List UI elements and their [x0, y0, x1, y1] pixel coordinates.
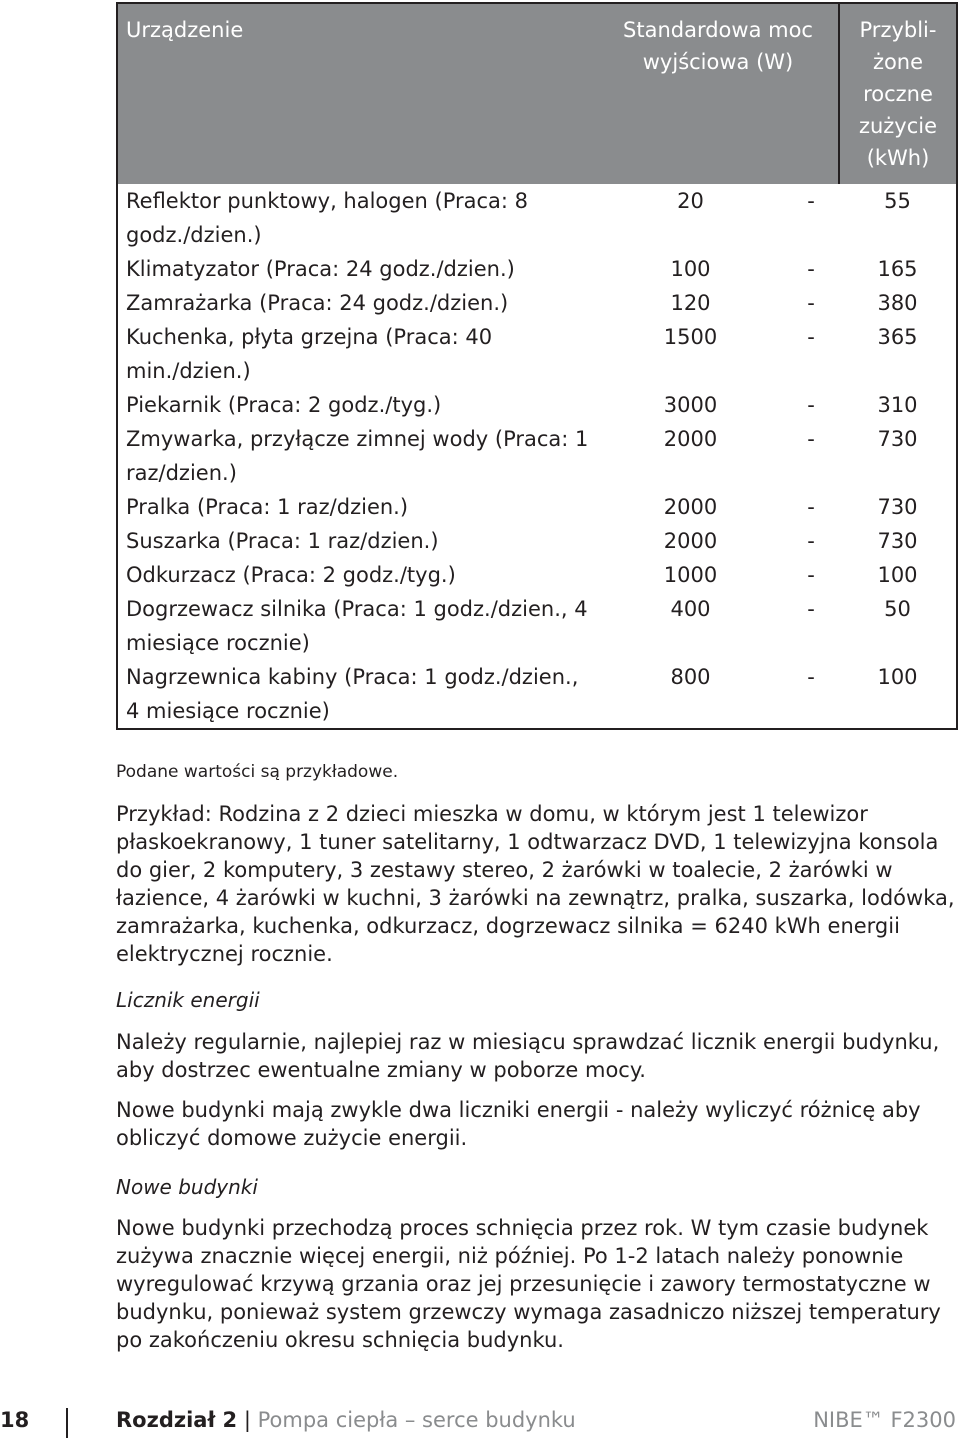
consumption-cell: 55	[884, 189, 911, 213]
consumption-cell: 365	[877, 325, 918, 349]
table-row	[117, 558, 957, 592]
table-row	[117, 388, 957, 422]
device-cell: Odkurzacz (Praca: 2 godz./tyg.)	[126, 563, 456, 587]
device-cell: Piekarnik (Praca: 2 godz./tyg.)	[126, 393, 442, 417]
device-cell: Dogrzewacz silnika (Praca: 1 godz./dzien., 4 miesiące rocznie)	[126, 597, 588, 655]
energy-meter-paragraph-1	[116, 1028, 958, 1084]
chapter-label: Rozdział 2	[116, 1408, 238, 1432]
table-row	[117, 422, 957, 490]
table-row	[117, 524, 957, 558]
table-row	[117, 184, 957, 252]
dash-cell: -	[807, 597, 815, 621]
consumption-cell: 730	[877, 495, 918, 519]
example-text: Przykład: Rodzina z 2 dzieci mieszka w domu, w którym jest 1 telewizor płaskoekranowy, 1 tuner satelitarny, 1 odtwarzacz DVD, 1 telewizyjna konsola do gier, 2 komputery, 3 zestawy stereo, 2 żarówki w toalecie, 2 żarówki w łazience, 4 żarówki w kuchni, 3 żarówki na zewnątrz, pralka, suszarka, lodówka, zamrażarka, kuchenka, odkurzacz, dogrzewacz silnika = 6240 kWh energii elektrycznej rocznie.	[116, 802, 955, 966]
dash-cell: -	[807, 393, 815, 417]
device-cell: Nagrzewnica kabiny (Praca: 1 godz./dzien., 4 miesiące rocznie)	[126, 665, 579, 723]
power-cell: 800	[670, 665, 711, 689]
section-heading-energy-meter: Licznik energii	[116, 988, 260, 1012]
energy-meter-text-1: Należy regularnie, najlepiej raz w miesiącu sprawdzać licznik energii budynku, aby dostrzec ewentualne zmiany w poborze mocy.	[116, 1030, 940, 1082]
power-cell: 400	[670, 597, 711, 621]
footer-divider	[66, 1408, 68, 1438]
dash-cell: -	[807, 257, 815, 281]
device-cell: Suszarka (Praca: 1 raz/dzien.)	[126, 529, 439, 553]
device-cell: Zmywarka, przyłącze zimnej wody (Praca: 1 raz/dzien.)	[126, 427, 589, 485]
dash-cell: -	[807, 529, 815, 553]
consumption-cell: 100	[877, 563, 918, 587]
device-cell: Reflektor punktowy, halogen (Praca: 8 godz./dzien.)	[126, 189, 529, 247]
header-power	[598, 3, 839, 184]
dash-cell: -	[807, 325, 815, 349]
consumption-cell: 50	[884, 597, 911, 621]
energy-meter-paragraph-2	[116, 1096, 958, 1152]
device-cell: Kuchenka, płyta grzejna (Praca: 40 min./dzien.)	[126, 325, 493, 383]
consumption-cell: 310	[877, 393, 918, 417]
dash-cell: -	[807, 495, 815, 519]
consumption-cell: 730	[877, 427, 918, 451]
footer-brand: NIBE™ F2300	[813, 1408, 956, 1432]
dash-cell: -	[807, 427, 815, 451]
power-cell: 1000	[663, 563, 718, 587]
device-cell: Klimatyzator (Praca: 24 godz./dzien.)	[126, 257, 515, 281]
example-paragraph	[116, 800, 958, 968]
header-device: Urządzenie	[117, 3, 598, 184]
power-cell: 2000	[663, 495, 718, 519]
energy-consumption-table	[116, 2, 958, 730]
consumption-cell: 165	[877, 257, 918, 281]
new-buildings-paragraph	[116, 1214, 958, 1354]
consumption-cell: 100	[877, 665, 918, 689]
table-row	[117, 592, 957, 660]
table-note: Podane wartości są przykładowe.	[116, 762, 399, 782]
power-cell: 1500	[663, 325, 718, 349]
table-row	[117, 660, 957, 729]
power-cell: 100	[670, 257, 711, 281]
table-row	[117, 286, 957, 320]
consumption-cell: 380	[877, 291, 918, 315]
dash-cell: -	[807, 665, 815, 689]
page-number: 18	[0, 1408, 30, 1432]
chapter-title: Pompa ciepła – serce budynku	[257, 1408, 576, 1432]
power-cell: 3000	[663, 393, 718, 417]
header-consumption	[839, 3, 957, 184]
table-row	[117, 490, 957, 524]
header-power-label: Standardowa moc wyjściowa (W)	[623, 18, 813, 74]
table-row	[117, 252, 957, 286]
power-cell: 2000	[663, 529, 718, 553]
dash-cell: -	[807, 563, 815, 587]
footer-chapter	[116, 1408, 576, 1432]
chapter-separator: |	[243, 1408, 258, 1432]
new-buildings-text: Nowe budynki przechodzą proces schnięcia przez rok. W tym czasie budynek zużywa znacznie więcej energii, niż później. Po 1-2 latach należy ponownie wyregulować krzywą grzania oraz jej przesunięcie i zawory termostatyczne w budynku, ponieważ system grzewczy wymaga zasadniczo niższej temperatury po zakończeniu okresu schnięcia budynku.	[116, 1216, 941, 1352]
energy-meter-text-2: Nowe budynki mają zwykle dwa liczniki energii - należy wyliczyć różnicę aby obliczyć domowe zużycie energii.	[116, 1098, 921, 1150]
table-row	[117, 320, 957, 388]
consumption-cell: 730	[877, 529, 918, 553]
power-cell: 120	[670, 291, 711, 315]
power-cell: 2000	[663, 427, 718, 451]
table-body	[117, 184, 957, 729]
dash-cell: -	[807, 189, 815, 213]
header-consumption-label: Przybli-żone roczne zużycie (kWh)	[858, 18, 938, 170]
device-cell: Zamrażarka (Praca: 24 godz./dzien.)	[126, 291, 509, 315]
power-cell: 20	[677, 189, 704, 213]
table-header-row	[117, 3, 957, 184]
dash-cell: -	[807, 291, 815, 315]
page-footer	[0, 1408, 960, 1445]
section-heading-new-buildings: Nowe budynki	[116, 1175, 258, 1199]
device-cell: Pralka (Praca: 1 raz/dzien.)	[126, 495, 409, 519]
